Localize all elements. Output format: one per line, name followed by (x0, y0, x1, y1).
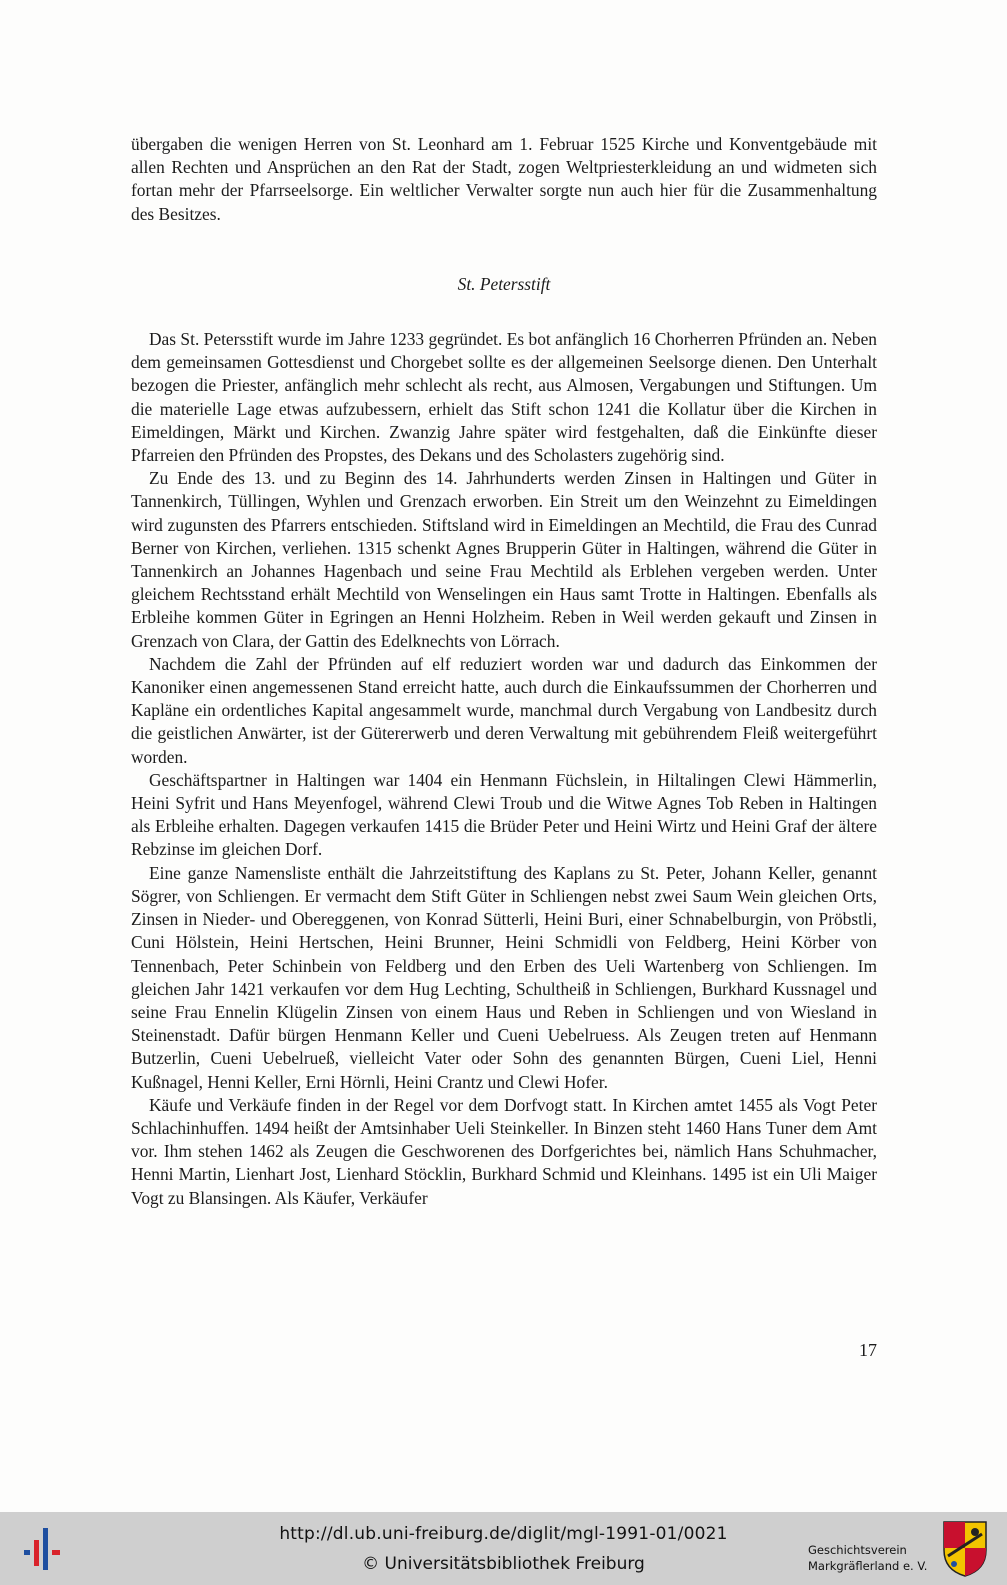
association-line: Markgräflerland e. V. (808, 1559, 928, 1573)
copyright-text: © Universitätsbibliothek Freiburg (362, 1554, 645, 1574)
footer-bar (0, 1512, 1007, 1585)
paragraph: Nachdem die Zahl der Pfründen auf elf reduziert worden war und dadurch das Einkommen der Kanoniker einen angemessenen Stand erreicht hatte, auch durch die Einkaufssummen der Chorherren und Kapläne ein ordentliches Kapital angesammelt wurde, manchmal durch Vergabung von Landbesitz durch die geistlichen Anwärter, ist der Gütererwerb und deren Verwaltung mit gebührendem Fleiß weitergeführt worden. (131, 653, 877, 767)
source-url-link[interactable]: http://dl.ub.uni-freiburg.de/diglit/mgl-1991-01/0021 (279, 1524, 728, 1544)
paragraph: Eine ganze Namensliste enthält die Jahrzeitstiftung des Kaplans zu St. Peter, Johann Keller, genannt Sögrer, von Schliengen. Er vermacht dem Stift Güter in Schliengen nebst zwei Saum Wein gleichen Orts, Zinsen in Nieder- und Obereggenen, von Konrad Sütterli, Heini Buri, einer Schnabelburgin, von Pröbstli, Cuni Hölstein, Heini Hertschen, Heini Brunner, Heini Schmidli von Feldberg, Heini Körber von Tennenbach, Peter Schinbein von Feldberg und den Erben des Ueli Wartenberg von Schliengen. Im gleichen Jahr 1421 verkaufen vor dem Hug Lechting, Schultheiß in Schliengen, Burkhard Kussnagel und seine Frau Ennelin Klügelin Zinsen von einem Haus und Reben in Schliengen und von Wiesland in Steinenstadt. Dafür bürgen Henmann Keller und Cueni Uebelruess. Als Zeugen treten auf Henmann Butzerlin, Cueni Uebelrueß, vielleicht Vater oder Sohn des genannten Bürgen, Cueni Liel, Henni Kußnagel, Henni Keller, Erni Hörnli, Heini Crantz und Clewi Hofer. (131, 862, 877, 1092)
paragraph: Käufe und Verkäufe finden in der Regel vor dem Dorfvogt statt. In Kirchen amtet 1455 als Vogt Peter Schlachinhuffen. 1494 heißt der Amtsinhaber Ueli Steinkeller. In Binzen steht 1460 Hans Tuner dem Amt vor. Ihm stehen 1462 als Zeugen die Geschworenen des Dorfgerichtes bei, nämlich Hans Schuhmacher, Henni Martin, Lienhart Jost, Lienhard Stöcklin, Burkhard Schmid und Kleinhans. 1495 ist ein Uli Maiger Vogt zu Blansingen. Als Käufer, Verkäufer (131, 1094, 877, 1208)
association-name (808, 1542, 927, 1574)
body-text (131, 133, 877, 1210)
coat-of-arms-icon (942, 1520, 988, 1578)
association-line: Geschichtsverein (808, 1543, 907, 1557)
paragraph: Zu Ende des 13. und zu Beginn des 14. Jahrhunderts werden Zinsen in Haltingen und Güter in Tannenkirch, Tüllingen, Wyhlen und Grenzach erworben. Ein Streit um den Weinzehnt zu Eimeldingen wird zugunsten des Pfarrers entschieden. Stiftsland wird in Eimeldingen an Mechtild, die Frau des Cunrad Berner von Kirchen, verliehen. 1315 schenkt Agnes Brupperin Güter in Haltingen, während die Güter in Tannenkirch an Johannes Hagenbach und seine Frau Mechtild als Erblehen vergeben werden. Unter gleichem Rechtsstand erhält Mechtild von Wenselingen ein Haus samt Trotte in Haltingen. Ebenfalls als Erbleihe kommen Güter in Egringen an Henni Holzheim. Reben in Weil werden gekauft und Zinsen in Grenzach von Clara, der Gattin des Edelknechts von Lörrach. (131, 468, 877, 651)
paragraph: Das St. Petersstift wurde im Jahre 1233 gegründet. Es bot anfänglich 16 Chorherren Pfründen an. Neben dem gemeinsamen Gottesdienst und Chorgebet sollte es der allgemeinen Seelsorge dienen. Den Unterhalt bezogen die Priester, anfänglich mehr schlecht als recht, aus Almosen, Vergabungen und Stiftungen. Um die materielle Lage etwas aufzubessern, erhielt das Stift schon 1241 die Kollatur über die Kirchen in Eimeldingen, Märkt und Kirchen. Zwanzig Jahre später wird festgehalten, daß die Einkünfte dieser Pfarreien den Pfründen des Propstes, des Dekans und des Scholasters zugehörig sind. (131, 329, 877, 466)
page-number: 17 (859, 1340, 877, 1360)
paragraph: Geschäftspartner in Haltingen war 1404 ein Henmann Füchslein, in Hiltalingen Clewi Hämmerlin, Heini Syfrit und Hans Meyenfogel, während Clewi Troub und die Witwe Agnes Tob Reben in Haltingen als Erbleihe erhalten. Dagegen verkaufen 1415 die Brüder Peter und Heini Wirtz und Heini Graf der ältere Rebzinse im gleichen Dorf. (131, 769, 877, 860)
section-heading: St. Petersstift (457, 273, 551, 294)
intro-paragraph: übergaben die wenigen Herren von St. Leonhard am 1. Februar 1525 Kirche und Konventgebäude mit allen Rechten und Ansprüchen an den Rat der Stadt, zogen Weltpriesterkleidung an und widmeten sich fortan mehr der Pfarrseelsorge. Ein weltlicher Verwalter sorgte nun auch hier für die Zusammenhaltung des Besitzes. (131, 134, 877, 224)
